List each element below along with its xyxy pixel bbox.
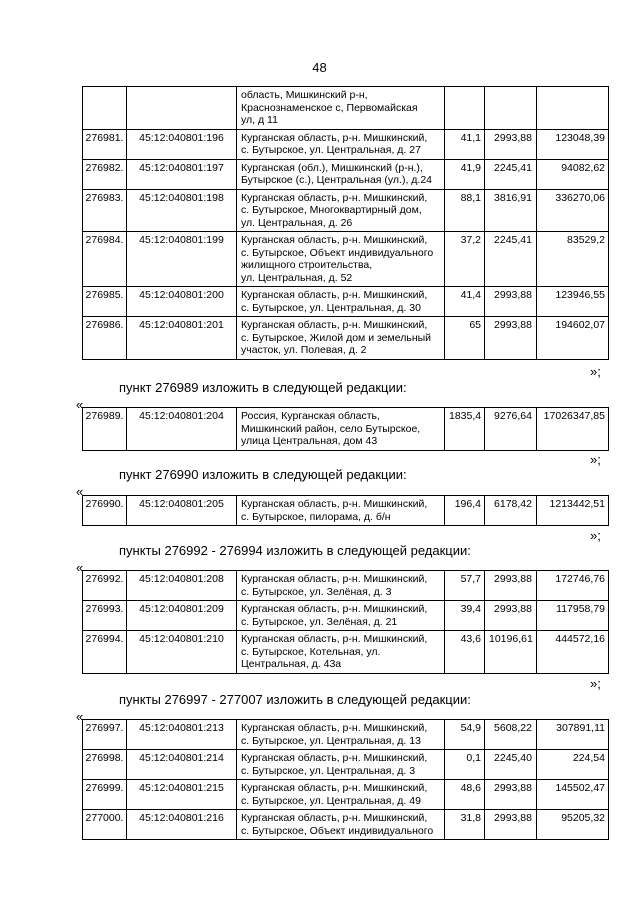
unit-value-cell xyxy=(485,317,537,360)
row-number: 276999. xyxy=(85,782,124,794)
unit-value-cell xyxy=(485,189,537,232)
unit-value: 5608,22 xyxy=(494,722,532,734)
table-row xyxy=(83,496,609,526)
address-line: ул. Центральная, д. 52 xyxy=(241,271,353,284)
unit-value-cell xyxy=(485,496,537,526)
address-cell xyxy=(237,810,445,840)
closing-quote-mark: »; xyxy=(590,452,601,467)
cadastral-number-cell xyxy=(127,571,237,601)
opening-quote-mark: « xyxy=(76,484,84,499)
amendment-instruction: пункт 276989 изложить в следующей редакции: xyxy=(119,380,407,395)
address-line: Россия, Курганская область, xyxy=(241,410,380,422)
cadastral-value: 224,54 xyxy=(572,752,605,764)
row-number: 276986. xyxy=(85,319,124,331)
cadastral-value: 17026347,85 xyxy=(543,410,605,422)
table-row xyxy=(83,189,609,232)
cadastral-number: 45:12:040801:210 xyxy=(139,633,224,645)
cadastral-value-cell xyxy=(537,750,609,780)
address-cell xyxy=(237,408,445,451)
cadastral-number: 45:12:040801:198 xyxy=(139,191,224,204)
cadastral-number-cell xyxy=(127,631,237,674)
cadastral-number: 45:12:040801:204 xyxy=(139,410,224,422)
area-cell xyxy=(445,232,485,287)
cadastral-value-cell xyxy=(537,129,609,159)
cadastral-value: 172746,76 xyxy=(555,573,605,585)
cadastral-value: 194602,07 xyxy=(555,319,605,331)
address-line: с. Бутырское, ул. Центральная, д. 3 xyxy=(241,764,416,777)
cadastral-value: 94082,62 xyxy=(561,161,605,174)
unit-value-cell xyxy=(485,287,537,317)
area: 41,4 xyxy=(460,289,481,301)
area: 57,7 xyxy=(460,573,481,585)
address-line: Курганская область, р-н. Мишкинский, xyxy=(241,573,428,585)
unit-value-cell xyxy=(485,232,537,287)
row-number-cell xyxy=(83,571,127,601)
table-row xyxy=(83,87,609,130)
address-cell xyxy=(237,496,445,526)
cadastral-number: 45:12:040801:196 xyxy=(139,131,224,144)
address-line: с. Бутырское, ул. Центральная, д. 13 xyxy=(241,734,421,747)
area: 41,9 xyxy=(460,161,481,174)
address-line: Курганская область, р-н. Мишкинский, xyxy=(241,812,428,824)
cadastral-value-cell xyxy=(537,159,609,189)
cadastral-value-cell xyxy=(537,720,609,750)
address-cell xyxy=(237,129,445,159)
address-cell xyxy=(237,750,445,780)
cadastral-number-cell xyxy=(127,87,237,130)
cadastral-value-cell xyxy=(537,87,609,130)
row-number-cell xyxy=(83,810,127,840)
table-row xyxy=(83,750,609,780)
cadastral-value: 123946,55 xyxy=(555,289,605,301)
address-cell xyxy=(237,232,445,287)
row-number-cell xyxy=(83,631,127,674)
registry-table xyxy=(82,719,609,840)
row-number-cell xyxy=(83,496,127,526)
area: 41,1 xyxy=(460,131,481,144)
table-row xyxy=(83,129,609,159)
cadastral-number-cell xyxy=(127,317,237,360)
table-row xyxy=(83,720,609,750)
unit-value-cell xyxy=(485,750,537,780)
table-row xyxy=(83,317,609,360)
table-row xyxy=(83,571,609,601)
cadastral-number: 45:12:040801:205 xyxy=(139,498,224,510)
unit-value: 9276,64 xyxy=(494,410,532,422)
area-cell xyxy=(445,287,485,317)
cadastral-value: 307891,11 xyxy=(556,722,605,734)
unit-value-cell xyxy=(485,129,537,159)
cadastral-number-cell xyxy=(127,189,237,232)
cadastral-number-cell xyxy=(127,810,237,840)
address-line: с. Бутырское, пилорама, д. б/н xyxy=(241,510,391,523)
area-cell xyxy=(445,496,485,526)
cadastral-number: 45:12:040801:216 xyxy=(139,812,224,824)
amendment-instruction: пункт 276990 изложить в следующей редакции: xyxy=(119,467,407,482)
row-number: 276998. xyxy=(85,752,124,764)
cadastral-value-cell xyxy=(537,571,609,601)
row-number: 276989. xyxy=(85,410,124,422)
cadastral-value-cell xyxy=(537,810,609,840)
row-number: 276982. xyxy=(85,161,124,174)
unit-value-cell xyxy=(485,87,537,130)
area-cell xyxy=(445,159,485,189)
address-cell xyxy=(237,780,445,810)
row-number: 276992. xyxy=(85,573,124,585)
area-cell xyxy=(445,750,485,780)
unit-value-cell xyxy=(485,571,537,601)
unit-value: 2245,40 xyxy=(494,752,532,764)
address-line: Курганская область, р-н. Мишкинский, xyxy=(241,319,428,331)
cadastral-number-cell xyxy=(127,720,237,750)
area-cell xyxy=(445,720,485,750)
unit-value-cell xyxy=(485,780,537,810)
address-line: улица Центральная, дом 43 xyxy=(241,435,378,447)
table-row xyxy=(83,159,609,189)
registry-table xyxy=(82,570,609,674)
unit-value: 2993,88 xyxy=(494,319,532,331)
cadastral-number-cell xyxy=(127,408,237,451)
row-number-cell xyxy=(83,750,127,780)
unit-value: 2993,88 xyxy=(494,782,532,794)
area: 65 xyxy=(469,319,481,331)
address-line: с. Бутырское, Объект индивидуального xyxy=(241,824,434,837)
table-row xyxy=(83,408,609,451)
cadastral-value-cell xyxy=(537,631,609,674)
address-line: с. Бутырское, Объект индивидуального xyxy=(241,246,434,259)
table-row xyxy=(83,601,609,631)
unit-value-cell xyxy=(485,601,537,631)
cadastral-number: 45:12:040801:209 xyxy=(139,603,224,615)
unit-value: 2993,88 xyxy=(494,573,532,585)
cadastral-value: 95205,32 xyxy=(561,812,605,824)
address-line: Курганская область, р-н. Мишкинский, xyxy=(241,752,428,764)
address-cell xyxy=(237,317,445,360)
unit-value-cell xyxy=(485,720,537,750)
address-cell xyxy=(237,159,445,189)
cadastral-number-cell xyxy=(127,496,237,526)
row-number: 276984. xyxy=(85,234,124,246)
unit-value-cell xyxy=(485,631,537,674)
unit-value: 2245,41 xyxy=(494,234,532,246)
address-line: Мишкинский район, село Бутырское, xyxy=(241,422,421,435)
unit-value: 2245,41 xyxy=(494,161,532,174)
page-number: 48 xyxy=(312,60,327,75)
row-number-cell xyxy=(83,780,127,810)
cadastral-value-cell xyxy=(537,287,609,317)
area: 48,6 xyxy=(460,782,481,794)
address-line: Курганская область, р-н. Мишкинский, xyxy=(241,191,428,204)
area: 37,2 xyxy=(460,234,481,246)
unit-value: 6178,42 xyxy=(494,498,532,510)
closing-quote-mark: »; xyxy=(590,676,601,691)
cadastral-value-cell xyxy=(537,601,609,631)
row-number-cell xyxy=(83,317,127,360)
row-number: 276993. xyxy=(85,603,124,615)
opening-quote-mark: « xyxy=(76,709,84,724)
amendment-instruction: пункты 276992 - 276994 изложить в следующей редакции: xyxy=(119,543,471,558)
registry-table xyxy=(82,495,609,526)
area-cell xyxy=(445,189,485,232)
cadastral-value: 336270,06 xyxy=(555,191,605,204)
address-line: Курганская область, р-н. Мишкинский, xyxy=(241,131,428,144)
cadastral-value: 123048,39 xyxy=(555,131,605,144)
area: 1835,4 xyxy=(449,410,482,422)
unit-value-cell xyxy=(485,408,537,451)
area-cell xyxy=(445,87,485,130)
cadastral-value: 83529,2 xyxy=(567,234,605,246)
cadastral-value-cell xyxy=(537,232,609,287)
address-line: с. Бутырское, ул. Зелёная, д. 21 xyxy=(241,615,398,628)
cadastral-value-cell xyxy=(537,780,609,810)
unit-value: 2993,88 xyxy=(494,289,532,301)
table-row xyxy=(83,287,609,317)
unit-value: 2993,88 xyxy=(494,603,532,615)
address-line: с. Бутырское, ул. Центральная, д. 30 xyxy=(241,301,421,314)
area-cell xyxy=(445,571,485,601)
address-cell xyxy=(237,189,445,232)
address-line: Центральная, д. 43а xyxy=(241,658,342,670)
closing-quote-mark: »; xyxy=(590,528,601,543)
cadastral-value-cell xyxy=(537,496,609,526)
row-number-cell xyxy=(83,408,127,451)
area-cell xyxy=(445,601,485,631)
row-number-cell xyxy=(83,601,127,631)
row-number: 276983. xyxy=(85,191,124,204)
area-cell xyxy=(445,810,485,840)
table-row xyxy=(83,810,609,840)
address-line: Курганская область, р-н. Мишкинский, xyxy=(241,234,428,246)
address-line: с. Бутырское, Многоквартирный дом, xyxy=(241,204,422,216)
table-row xyxy=(83,631,609,674)
cadastral-value: 1213442,51 xyxy=(549,498,605,510)
cadastral-number-cell xyxy=(127,750,237,780)
cadastral-number: 45:12:040801:214 xyxy=(139,752,224,764)
address-line: Курганская область, р-н. Мишкинский, xyxy=(241,782,428,794)
cadastral-number-cell xyxy=(127,780,237,810)
unit-value: 10196,61 xyxy=(489,633,533,645)
address-line: Курганская область, р-н. Мишкинский, xyxy=(241,289,428,301)
row-number-cell xyxy=(83,232,127,287)
table-row xyxy=(83,780,609,810)
address-line: область, Мишкинский р-н, xyxy=(241,89,368,101)
cadastral-number-cell xyxy=(127,232,237,287)
cadastral-value: 145502,47 xyxy=(555,782,605,794)
area-cell xyxy=(445,408,485,451)
area-cell xyxy=(445,631,485,674)
unit-value: 3816,91 xyxy=(494,191,532,204)
address-line: с. Бутырское, Жилой дом и земельный xyxy=(241,331,432,344)
registry-table xyxy=(82,407,609,451)
row-number: 276997. xyxy=(85,722,124,734)
unit-value-cell xyxy=(485,159,537,189)
cadastral-number: 45:12:040801:208 xyxy=(139,573,224,585)
area: 54,9 xyxy=(460,722,481,734)
address-cell xyxy=(237,87,445,130)
address-line: Курганская область, р-н. Мишкинский, xyxy=(241,633,428,645)
cadastral-number-cell xyxy=(127,129,237,159)
area: 43,6 xyxy=(460,633,481,645)
cadastral-value: 444572,16 xyxy=(555,633,605,645)
address-line: с. Бутырское, ул. Зелёная, д. 3 xyxy=(241,585,392,598)
address-line: ул, д 11 xyxy=(241,114,278,126)
address-cell xyxy=(237,601,445,631)
area: 88,1 xyxy=(460,191,481,204)
area-cell xyxy=(445,780,485,810)
cadastral-number: 45:12:040801:215 xyxy=(139,782,224,794)
registry-table xyxy=(82,86,609,360)
area-cell xyxy=(445,129,485,159)
address-line: Курганская область, р-н. Мишкинский, xyxy=(241,498,428,510)
address-line: с. Бутырское, Котельная, ул. xyxy=(241,645,381,658)
address-cell xyxy=(237,287,445,317)
address-line: Бутырское (с.), Центральная (ул.), д.24 xyxy=(241,174,433,186)
table-row xyxy=(83,232,609,287)
address-line: ул. Центральная, д. 26 xyxy=(241,216,353,229)
cadastral-number-cell xyxy=(127,287,237,317)
cadastral-number-cell xyxy=(127,601,237,631)
area: 0,1 xyxy=(466,752,481,764)
address-line: Курганская (обл.), Мишкинский (р-н.), xyxy=(241,161,423,174)
area: 31,8 xyxy=(460,812,481,824)
row-number: 277000. xyxy=(85,812,124,824)
cadastral-value-cell xyxy=(537,408,609,451)
amendment-instruction: пункты 276997 - 277007 изложить в следующей редакции: xyxy=(119,692,471,707)
address-line: с. Бутырское, ул. Центральная, д. 49 xyxy=(241,794,421,807)
row-number-cell xyxy=(83,287,127,317)
row-number: 276994. xyxy=(85,633,124,645)
cadastral-number: 45:12:040801:197 xyxy=(139,161,224,174)
cadastral-value: 117958,79 xyxy=(556,603,605,615)
area: 39,4 xyxy=(460,603,481,615)
row-number-cell xyxy=(83,87,127,130)
address-line: Курганская область, р-н. Мишкинский, xyxy=(241,603,428,615)
row-number: 276981. xyxy=(85,131,124,144)
cadastral-value-cell xyxy=(537,189,609,232)
address-line: участок, ул. Полевая, д. 2 xyxy=(241,344,367,356)
cadastral-number: 45:12:040801:201 xyxy=(139,319,224,331)
row-number-cell xyxy=(83,189,127,232)
row-number: 276990. xyxy=(85,498,124,510)
cadastral-number: 45:12:040801:200 xyxy=(139,289,224,301)
opening-quote-mark: « xyxy=(76,397,84,412)
closing-quote-mark: »; xyxy=(590,364,601,379)
address-cell xyxy=(237,571,445,601)
cadastral-number: 45:12:040801:213 xyxy=(139,722,224,734)
address-line: жилищного строительства, xyxy=(241,259,373,271)
address-cell xyxy=(237,720,445,750)
row-number: 276985. xyxy=(85,289,124,301)
area-cell xyxy=(445,317,485,360)
row-number-cell xyxy=(83,159,127,189)
cadastral-number-cell xyxy=(127,159,237,189)
unit-value-cell xyxy=(485,810,537,840)
address-cell xyxy=(237,631,445,674)
row-number-cell xyxy=(83,720,127,750)
unit-value: 2993,88 xyxy=(494,131,532,144)
unit-value: 2993,88 xyxy=(494,812,532,824)
opening-quote-mark: « xyxy=(76,560,84,575)
cadastral-number: 45:12:040801:199 xyxy=(139,234,224,246)
row-number-cell xyxy=(83,129,127,159)
address-line: Курганская область, р-н. Мишкинский, xyxy=(241,722,428,734)
address-line: Краснознаменское с, Первомайская xyxy=(241,101,418,114)
address-line: с. Бутырское, ул. Центральная, д. 27 xyxy=(241,144,421,156)
area: 196,4 xyxy=(454,498,481,510)
cadastral-value-cell xyxy=(537,317,609,360)
